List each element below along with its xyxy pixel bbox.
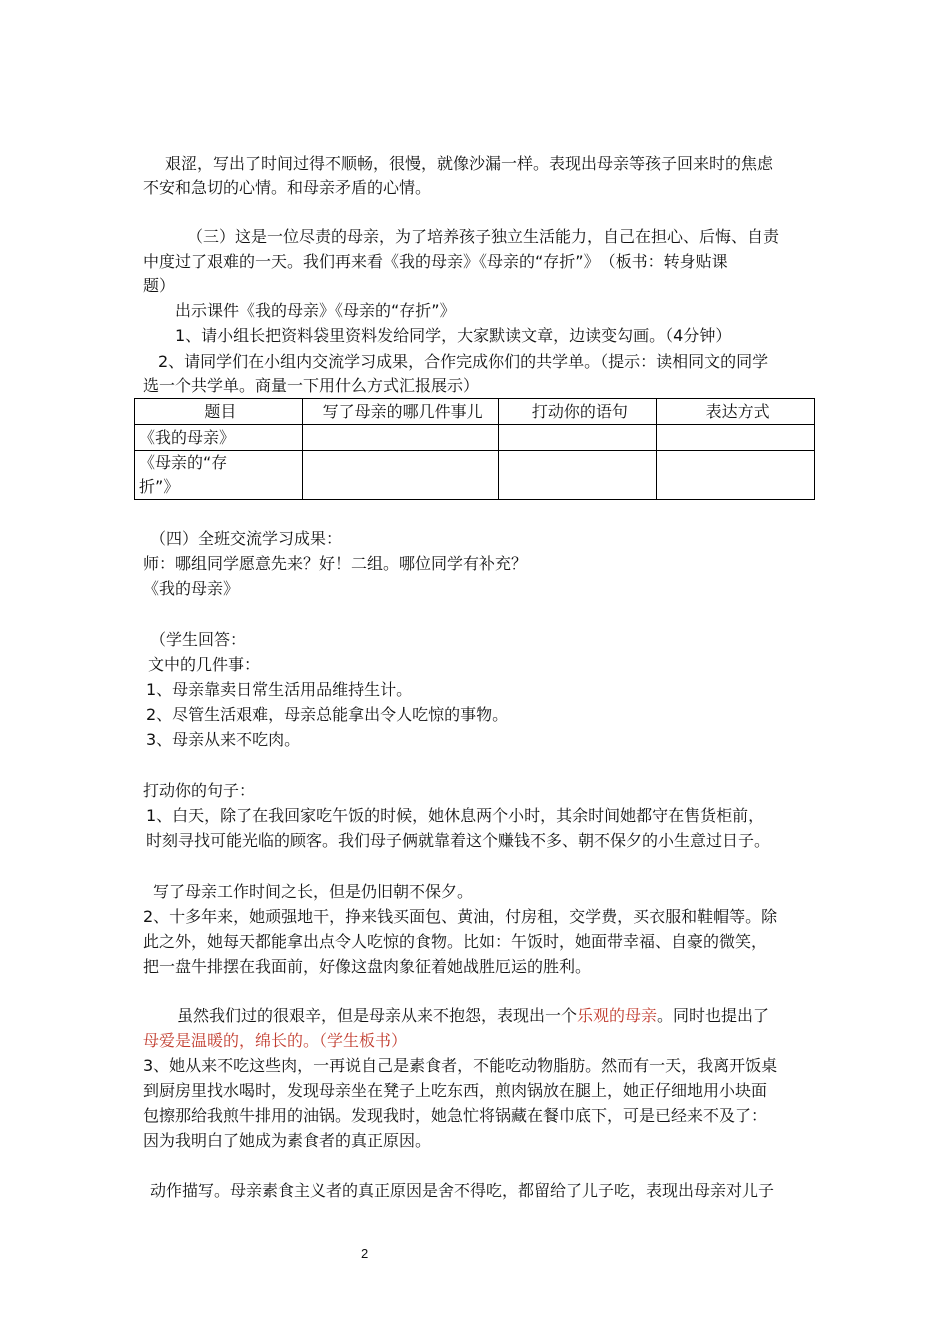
table-header-row — [135, 399, 815, 425]
paragraph-line: 把一盘牛排摆在我面前，好像这盘肉象征着她战胜厄运的胜利。 — [143, 957, 592, 976]
table-row — [135, 451, 815, 500]
section-three-line: （三）这是一位尽责的母亲，为了培养孩子独立生活能力，自己在担心、后悔、自责 — [187, 227, 780, 246]
table-cell — [657, 425, 815, 451]
list-item: 3、母亲从来不吃肉。 — [146, 730, 301, 749]
paragraph-line — [177, 1004, 769, 1028]
table-cell-line: 折”》 — [139, 477, 180, 496]
text-run: 虽然我们过的很艰辛，但是母亲从来不抱怨，表现出一个 — [177, 1006, 578, 1025]
table-cell — [302, 425, 499, 451]
highlight-text: （学生板书） — [319, 1031, 408, 1050]
paragraph-line: 到厨房里找水喝时，发现母亲坐在凳子上吃东西，煎肉锅放在腿上，她正仔细地用小块面 — [143, 1081, 768, 1100]
paragraph-line: 题） — [143, 276, 176, 295]
highlight-text: 母爱是温暖的，绵长的。 — [143, 1031, 320, 1050]
section-four-heading: （四）全班交流学习成果： — [150, 529, 343, 548]
paragraph-line: 包擦那给我煎牛排用的油锅。发现我时，她急忙将锅藏在餐巾底下，可是已经来不及了： — [143, 1106, 768, 1125]
table-cell — [302, 451, 499, 500]
list-item: 2、尽管生活艰难，母亲总能拿出令人吃惊的事物。 — [146, 705, 509, 724]
table-row — [135, 425, 815, 451]
table-cell — [499, 451, 657, 500]
paragraph-line: 《我的母亲》 — [143, 579, 240, 598]
table-cell — [657, 451, 815, 500]
table-cell: 《我的母亲》 — [135, 425, 303, 451]
page-number: 2 — [361, 1246, 369, 1261]
paragraph-line: 选一个共学单。商量一下用什么方式汇报展示） — [143, 376, 480, 395]
paragraph-line: 动作描写。母亲素食主义者的真正原因是舍不得吃，都留给了儿子吃，表现出母亲对儿子 — [150, 1181, 775, 1200]
paragraph-line: 师：哪组同学愿意先来？好！二组。哪位同学有补充？ — [143, 554, 528, 573]
paragraph-line: 2、十多年来，她顽强地干，挣来钱买面包、黄油，付房租，交学费，买衣服和鞋帽等。除 — [143, 907, 778, 926]
paragraph-line: 文中的几件事： — [148, 655, 261, 674]
paragraph-line: 不安和急切的心情。和母亲矛盾的心情。 — [143, 178, 432, 197]
numbered-item: 2、请同学们在小组内交流学习成果，合作完成你们的共学单。（提示：读相同文的同学 — [158, 352, 769, 371]
table-header-cell: 表达方式 — [657, 399, 815, 425]
table-cell — [499, 425, 657, 451]
paragraph-line: 出示课件《我的母亲》《母亲的“存折”》 — [175, 301, 456, 320]
table-header-cell: 题目 — [135, 399, 303, 425]
table-header-cell: 打动你的语句 — [499, 399, 657, 425]
study-sheet-table — [134, 398, 815, 500]
table-cell — [135, 451, 303, 500]
paragraph-line: 因为我明白了她成为素食者的真正原因。 — [143, 1131, 432, 1150]
paragraph-line: 时刻寻找可能光临的顾客。我们母子俩就靠着这个赚钱不多、朝不保夕的小生意过日子。 — [146, 831, 771, 850]
paragraph-line: 1、白天，除了在我回家吃午饭的时候，她休息两个小时，其余时间她都守在售货柜前， — [146, 806, 765, 825]
list-item: 1、母亲靠卖日常生活用品维持生计。 — [146, 680, 413, 699]
numbered-item: 1、请小组长把资料袋里资料发给同学，大家默读文章，边读变勾画。（4分钟） — [175, 326, 732, 345]
paragraph-line: （学生回答： — [150, 630, 247, 649]
paragraph-line: 3、她从来不吃这些肉，一再说自己是素食者，不能吃动物脂肪。然而有一天，我离开饭桌 — [143, 1056, 778, 1075]
text-run: 。同时也提出了 — [657, 1006, 770, 1025]
table-header-cell: 写了母亲的哪几件事儿 — [302, 399, 499, 425]
paragraph-line: 中度过了艰难的一天。我们再来看《我的母亲》《母亲的“存折”》 （板书：转身贴课 — [143, 252, 728, 271]
paragraph-line: 打动你的句子： — [143, 781, 256, 800]
table-cell-line: 《母亲的“存 — [139, 453, 228, 472]
paragraph-line: 此之外，她每天都能拿出点令人吃惊的食物。比如：午饭时，她面带幸福、自豪的微笑， — [143, 932, 768, 951]
paragraph-line: 写了母亲工作时间之长，但是仍旧朝不保夕。 — [153, 882, 474, 901]
paragraph-line — [143, 1029, 407, 1053]
paragraph-line: 艰涩，写出了时间过得不顺畅，很慢，就像沙漏一样。表现出母亲等孩子回来时的焦虑 — [165, 154, 774, 173]
highlight-text: 乐观的母亲 — [577, 1006, 658, 1025]
